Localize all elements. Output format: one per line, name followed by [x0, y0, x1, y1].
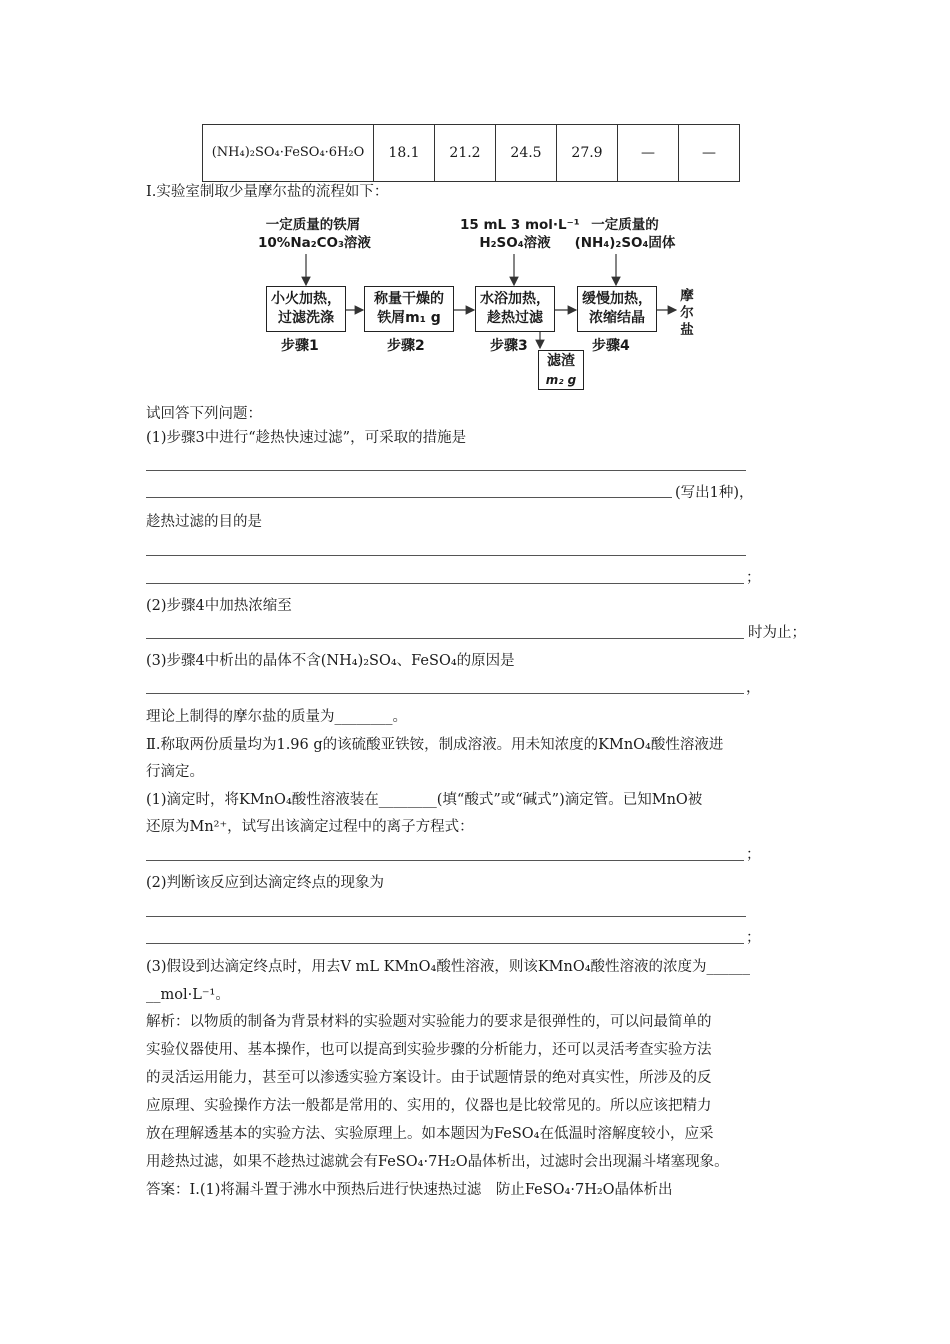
answer-line	[146, 497, 672, 498]
flow-box-text: m₂ g	[545, 373, 577, 387]
answer-line	[146, 470, 746, 471]
part2-intro-1: Ⅱ.称取两份质量均为1.96 g的该硫酸亚铁铵，制成溶液。用未知浓度的KMnO₄酸性溶液进	[146, 737, 724, 753]
flow-product-char: 盐	[680, 322, 694, 338]
flow-product-char: 尔	[680, 305, 694, 321]
answer-line	[146, 860, 744, 861]
table-cell: —	[679, 125, 740, 182]
part1-intro: Ⅰ.实验室制取少量摩尔盐的流程如下：	[146, 184, 389, 200]
part2-question-3b: __mol·L⁻¹。	[146, 987, 230, 1003]
question-2: (2)步骤4中加热浓缩至	[146, 598, 292, 614]
part2-question-1a: (1)滴定时，将KMnO₄酸性溶液装在________(填“酸式”或“碱式”)滴定管。已知MnO被	[146, 792, 703, 808]
flow-arrows	[0, 0, 950, 400]
semicolon: ；	[746, 570, 761, 586]
table-cell: 18.1	[374, 125, 435, 182]
table-cell-name: (NH₄)₂SO₄·FeSO₄·6H₂O	[203, 125, 374, 182]
flow-box-text: 称量干燥的	[374, 291, 444, 307]
analysis-line: 应原理、实验操作方法一般都是常用的、实用的，仪器也是比较常见的。所以应该把精力	[146, 1098, 712, 1114]
flow-residue-box	[538, 350, 584, 390]
semicolon: ；	[746, 930, 761, 946]
question-3: (3)步骤4中析出的晶体不含(NH₄)₂SO₄、FeSO₄的原因是	[146, 653, 515, 669]
flow-box-text: 铁屑m₁ g	[377, 310, 441, 326]
flow-product-char: 摩	[680, 288, 694, 304]
part2-intro-2: 行滴定。	[146, 764, 204, 780]
flow-input-text: (NH₄)₂SO₄固体	[574, 235, 676, 251]
step-label-3: 步骤3	[490, 338, 528, 354]
table-cell: —	[618, 125, 679, 182]
question-3b: 理论上制得的摩尔盐的质量为________。	[146, 709, 407, 725]
table-cell: 21.2	[435, 125, 496, 182]
comma: ，	[746, 680, 761, 696]
answer: 答案：Ⅰ.(1)将漏斗置于沸水中预热后进行快速热过滤 防止FeSO₄·7H₂O晶体析出	[146, 1182, 673, 1198]
flow-input-text: 一定质量的铁屑	[265, 217, 361, 233]
flow-box-text: 小火加热，	[271, 291, 341, 307]
flow-input-text: 一定质量的	[591, 217, 659, 233]
answer-line	[146, 638, 744, 639]
question-1-suffix: (写出1种)，	[675, 485, 754, 501]
questions-intro: 试回答下列问题：	[146, 406, 262, 422]
step-label-2: 步骤2	[387, 338, 425, 354]
flow-box-text: 缓慢加热，	[582, 291, 652, 307]
table-cell: 27.9	[557, 125, 618, 182]
part2-question-3a: (3)假设到达滴定终点时，用去V mL KMnO₄酸性溶液，则该KMnO₄酸性溶液的浓度为______	[146, 959, 751, 975]
flow-input-text: H₂SO₄溶液	[479, 235, 551, 251]
question-2-suffix: 时为止；	[748, 625, 806, 641]
part2-question-2: (2)判断该反应到达滴定终点的现象为	[146, 875, 385, 891]
part2-question-1b: 还原为Mn²⁺，试写出该滴定过程中的离子方程式：	[146, 819, 474, 835]
flow-box-1	[266, 286, 346, 332]
flow-box-text: 趁热过滤	[487, 310, 543, 326]
step-label-4: 步骤4	[592, 338, 630, 354]
analysis-line: 的灵活运用能力，甚至可以渗透实验方案设计。由于试题情景的绝对真实性，所涉及的反	[146, 1070, 712, 1086]
analysis-line: 用趁热过滤，如果不趁热过滤就会有FeSO₄·7H₂O晶体析出，过滤时会出现漏斗堵塞现象。	[146, 1154, 729, 1170]
flow-box-2	[364, 286, 454, 332]
flow-product	[677, 288, 697, 339]
flow-box-3	[475, 286, 555, 332]
answer-line	[146, 916, 746, 917]
flow-input-text: 10%Na₂CO₃溶液	[258, 235, 371, 251]
flow-box-text: 浓缩结晶	[589, 310, 645, 326]
flow-box-text: 水浴加热，	[480, 291, 550, 307]
answer-line	[146, 943, 744, 944]
flow-box-text: 过滤洗涤	[278, 310, 334, 326]
semicolon: ；	[746, 847, 761, 863]
step-label-1: 步骤1	[281, 338, 319, 354]
flow-input-text: 15 mL 3 mol·L⁻¹	[460, 217, 580, 233]
flow-box-text: 滤渣	[547, 353, 575, 369]
answer-line	[146, 555, 746, 556]
answer-line	[146, 693, 744, 694]
analysis-line: 放在理解透基本的实验方法、实验原理上。如本题因为FeSO₄在低温时溶解度较小，应采	[146, 1126, 714, 1142]
analysis-line: 解析：以物质的制备为背景材料的实验题对实验能力的要求是很弹性的，可以问最简单的	[146, 1014, 712, 1030]
question-1b: 趁热过滤的目的是	[146, 514, 262, 530]
answer-line	[146, 583, 744, 584]
table-cell: 24.5	[496, 125, 557, 182]
question-1: (1)步骤3中进行“趁热快速过滤”，可采取的措施是	[146, 430, 467, 446]
analysis-line: 实验仪器使用、基本操作，也可以提高到实验步骤的分析能力，还可以灵活考查实验方法	[146, 1042, 712, 1058]
flow-box-4	[577, 286, 657, 332]
